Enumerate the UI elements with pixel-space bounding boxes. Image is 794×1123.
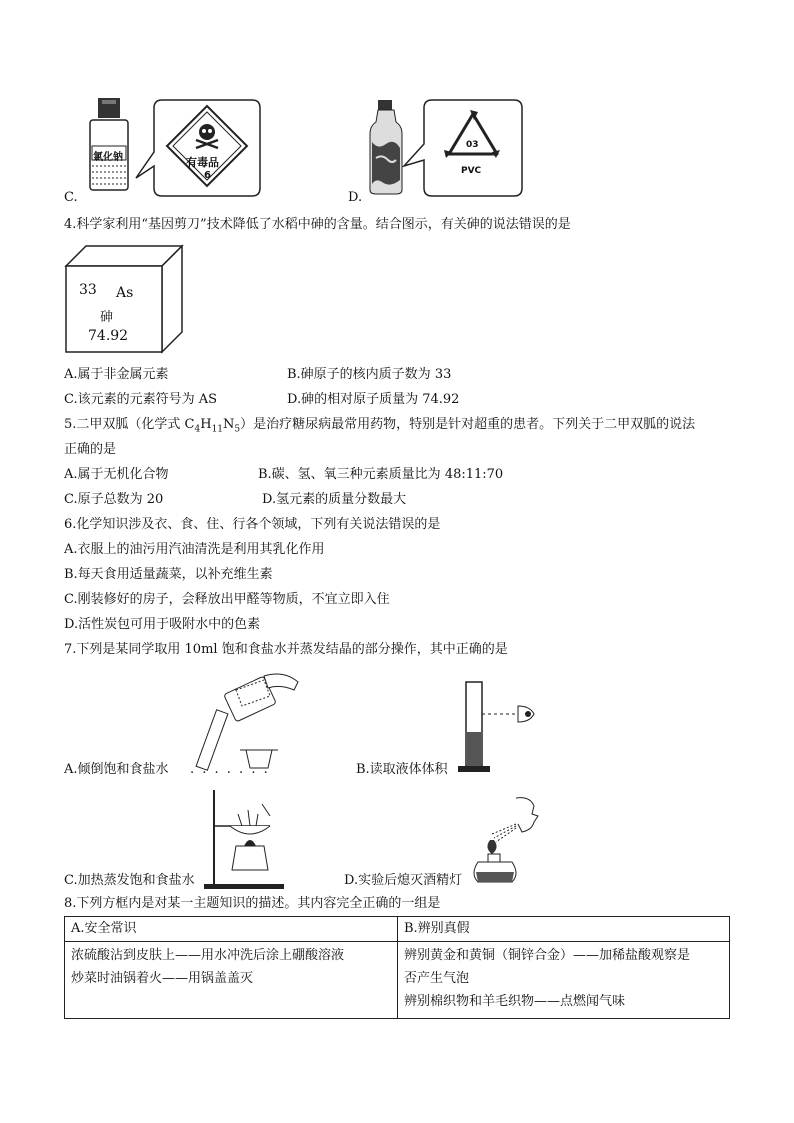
q7-option-d[interactable]: D.实验后熄灭酒精灯 — [344, 873, 463, 888]
hazard-class: 6 — [204, 170, 211, 181]
hazard-text: 有毒品 — [186, 156, 219, 169]
option-c-label: C. — [64, 190, 78, 205]
question-5-stem-line2: 正确的是 — [64, 442, 117, 457]
extinguishing-alcohol-lamp-image — [472, 794, 558, 886]
question-8-stem: 8.下列方框内是对某一主题知识的描述。其内容完全正确的一组是 — [64, 896, 441, 911]
q4-option-d[interactable]: D.砷的相对原子质量为 74.92 — [287, 392, 460, 407]
q7-option-b[interactable]: B.读取液体体积 — [356, 762, 448, 777]
q6-option-d[interactable]: D.活性炭包可用于吸附水中的色素 — [64, 617, 261, 632]
option-a-dots: . . . . . . . — [190, 762, 270, 777]
q8-a-line1: 浓硫酸沾到皮肤上——用水冲洗后涂上硼酸溶液 — [71, 948, 345, 963]
q7-option-c[interactable]: C.加热蒸发饱和食盐水 — [64, 873, 195, 888]
q6-option-a[interactable]: A.衣服上的油污用汽油清洗是利用其乳化作用 — [64, 542, 325, 557]
recycle-code: 03 — [466, 140, 479, 150]
q5-option-d[interactable]: D.氢元素的质量分数最大 — [262, 492, 407, 507]
element-atomic-number: 33 — [79, 282, 97, 298]
toxic-hazard-bubble — [134, 96, 264, 200]
q6-option-c[interactable]: C.刚装修好的房子，会释放出甲醛等物质，不宜立即入住 — [64, 592, 390, 607]
q5-option-c[interactable]: C.原子总数为 20 — [64, 492, 164, 507]
option-d-label: D. — [348, 190, 363, 205]
q8-header-b[interactable]: B.辨别真假 — [398, 917, 730, 942]
recycle-material: PVC — [461, 166, 482, 176]
element-symbol: As — [116, 285, 134, 301]
q8-table — [64, 916, 730, 1019]
pouring-liquid-image — [176, 670, 306, 774]
recycle-symbol-bubble — [398, 96, 528, 200]
q8-cell-a — [65, 942, 398, 1019]
q8-a-line2: 炒菜时油锅着火——用锅盖盖灭 — [71, 971, 254, 986]
q5-option-b[interactable]: B.碳、氢、氧三种元素质量比为 48:11:70 — [258, 467, 504, 482]
q4-option-a[interactable]: A.属于非金属元素 — [64, 367, 169, 382]
element-mass: 74.92 — [88, 328, 129, 344]
graduated-cylinder-image — [452, 680, 542, 776]
question-6-stem: 6.化学知识涉及衣、食、住、行各个领域，下列有关说法错误的是 — [64, 517, 441, 532]
evaporation-heating-image — [200, 786, 300, 890]
question-4-stem: 4.科学家利用“基因剪刀”技术降低了水稻中砷的含量。结合图示，有关砷的说法错误的是 — [64, 217, 571, 232]
q4-option-c[interactable]: C.该元素的元素符号为 AS — [64, 392, 218, 407]
element-name: 砷 — [100, 310, 114, 325]
q8-b-line2: 否产生气泡 — [404, 971, 470, 986]
q7-option-a[interactable]: A.倾倒饱和食盐水 — [64, 762, 169, 777]
q8-cell-b — [398, 942, 730, 1019]
bottle-label-text: 氯化钠 — [93, 152, 123, 163]
q4-option-b[interactable]: B.砷原子的核内质子数为 33 — [287, 367, 452, 382]
question-5-stem: 5.二甲双胍（化学式 $C_4H_{11}N_5$）是治疗糖尿病最常用药物，特别是针对超重的患者。下列关于二甲双胍的说法 — [64, 417, 696, 435]
q5-option-a[interactable]: A.属于无机化合物 — [64, 467, 169, 482]
q8-b-line3: 辨别棉织物和羊毛织物——点燃闻气味 — [404, 994, 626, 1009]
q6-option-b[interactable]: B.每天食用适量蔬菜，以补充维生素 — [64, 567, 273, 582]
q8-header-a[interactable]: A.安全常识 — [65, 917, 398, 942]
question-7-stem: 7.下列是某同学取用 10ml 饱和食盐水并蒸发结晶的部分操作，其中正确的是 — [64, 642, 508, 657]
q8-b-line1: 辨别黄金和黄铜（铜锌合金）——加稀盐酸观察是 — [404, 948, 691, 963]
